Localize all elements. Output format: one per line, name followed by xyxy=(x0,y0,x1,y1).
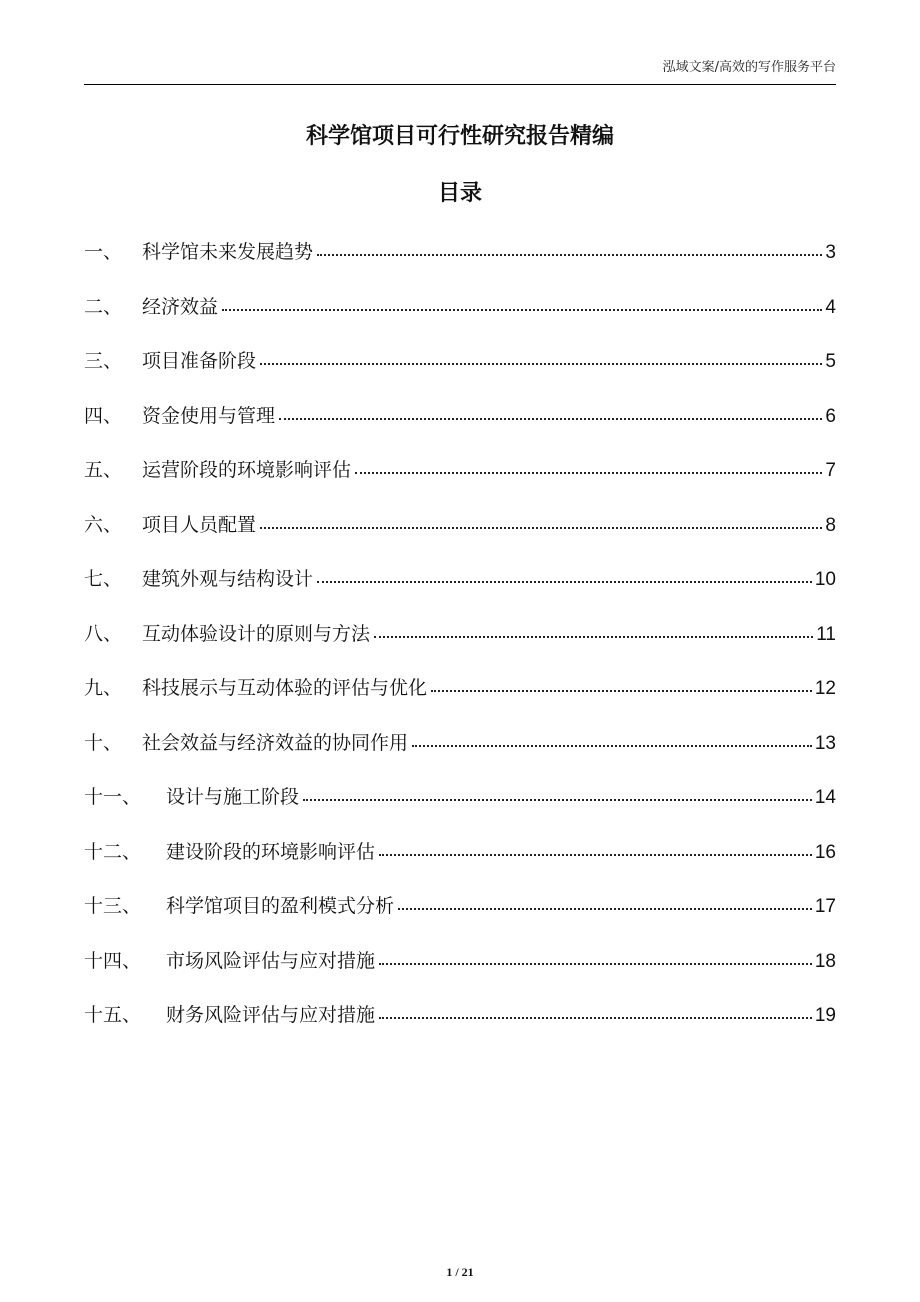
toc-entry-title: 建筑外观与结构设计 xyxy=(142,568,314,590)
toc-entry[interactable] xyxy=(84,996,836,1051)
toc-entry-page: 11 xyxy=(816,623,836,645)
toc-entry-page: 18 xyxy=(814,950,836,972)
toc-entry-title: 科学馆未来发展趋势 xyxy=(142,241,314,263)
page-number-footer: 1 / 21 xyxy=(446,1265,474,1279)
toc-dot-leader xyxy=(260,361,822,365)
toc-entry-title: 项目准备阶段 xyxy=(142,350,257,372)
toc-entry-title: 市场风险评估与应对措施 xyxy=(166,949,376,972)
toc-entry-number: 十一、 xyxy=(84,786,142,808)
toc-dot-leader xyxy=(279,416,822,420)
toc-dot-leader xyxy=(355,470,822,474)
toc-entry-title: 建设阶段的环境影响评估 xyxy=(166,840,376,863)
toc-entry-title: 项目人员配置 xyxy=(142,513,257,536)
toc-entry[interactable] xyxy=(84,669,836,724)
toc-entry[interactable] xyxy=(84,724,836,779)
toc-entry-number: 三、 xyxy=(84,350,123,372)
toc-dot-leader xyxy=(317,252,822,256)
toc-dot-leader xyxy=(317,579,812,583)
toc-entry-page: 13 xyxy=(814,732,836,754)
toc-entry-page: 4 xyxy=(825,296,836,318)
toc-entry-page: 5 xyxy=(825,351,836,372)
toc-entry[interactable] xyxy=(84,506,836,561)
toc-entry-page: 12 xyxy=(814,678,836,699)
toc-entry[interactable] xyxy=(84,615,836,670)
toc-entry-number: 十四、 xyxy=(84,949,142,972)
toc-entry-number: 六、 xyxy=(84,513,123,536)
toc-entry-page: 8 xyxy=(825,514,836,536)
toc-dot-leader xyxy=(260,525,822,529)
toc-entry-number: 十二、 xyxy=(84,840,142,863)
toc-entry-title: 科学馆项目的盈利模式分析 xyxy=(166,895,395,917)
toc-entry-title: 经济效益 xyxy=(142,295,219,318)
toc-entry-page: 17 xyxy=(814,896,836,917)
toc-entry-title: 资金使用与管理 xyxy=(142,404,276,427)
toc-entry-number: 十、 xyxy=(84,731,123,754)
toc-entry[interactable] xyxy=(84,288,836,343)
toc-entry[interactable] xyxy=(84,942,836,997)
toc-dot-leader xyxy=(379,961,812,965)
toc-entry[interactable] xyxy=(84,887,836,942)
document-title: 科学馆项目可行性研究报告精编 xyxy=(305,124,614,149)
toc-entry-number: 二、 xyxy=(84,295,123,318)
header-brand: 泓域文案/高效的写作服务平台 xyxy=(662,60,836,75)
toc-entry-number: 七、 xyxy=(84,568,123,590)
toc-entry-title: 财务风险评估与应对措施 xyxy=(166,1004,376,1026)
toc-entry-page: 10 xyxy=(814,569,836,590)
toc-dot-leader xyxy=(303,797,812,801)
toc-entry[interactable] xyxy=(84,778,836,833)
toc-entry-page: 3 xyxy=(825,242,836,263)
toc-entry-page: 19 xyxy=(814,1005,836,1026)
toc-entry-number: 一、 xyxy=(84,241,123,263)
toc-entry-number: 十五、 xyxy=(84,1004,142,1026)
toc-entry-title: 互动体验设计的原则与方法 xyxy=(142,622,371,645)
toc-dot-leader xyxy=(379,852,812,856)
toc-dot-leader xyxy=(379,1015,812,1019)
toc-entry[interactable] xyxy=(84,397,836,452)
toc-entry[interactable] xyxy=(84,560,836,615)
table-of-contents xyxy=(84,233,836,1051)
toc-entry-number: 十三、 xyxy=(84,895,142,917)
toc-entry[interactable] xyxy=(84,833,836,888)
toc-dot-leader xyxy=(412,743,812,747)
toc-entry-title: 科技展示与互动体验的评估与优化 xyxy=(142,677,428,699)
toc-entry-page: 6 xyxy=(825,405,836,427)
toc-dot-leader xyxy=(398,906,812,910)
toc-entry-number: 五、 xyxy=(84,459,123,481)
toc-entry[interactable] xyxy=(84,233,836,288)
toc-dot-leader xyxy=(222,307,822,311)
toc-entry[interactable] xyxy=(84,342,836,397)
toc-entry-title: 社会效益与经济效益的协同作用 xyxy=(142,731,409,754)
toc-entry-number: 九、 xyxy=(84,677,123,699)
header-divider xyxy=(84,84,836,85)
toc-dot-leader xyxy=(431,688,812,692)
toc-entry-title: 设计与施工阶段 xyxy=(166,786,300,808)
toc-entry-title: 运营阶段的环境影响评估 xyxy=(142,459,352,481)
toc-entry-page: 16 xyxy=(814,841,836,863)
toc-dot-leader xyxy=(374,634,813,638)
toc-entry-page: 7 xyxy=(825,460,836,481)
toc-entry-number: 八、 xyxy=(84,622,123,645)
toc-entry[interactable] xyxy=(84,451,836,506)
toc-heading: 目录 xyxy=(437,181,482,206)
toc-entry-number: 四、 xyxy=(84,404,123,427)
toc-entry-page: 14 xyxy=(814,787,836,808)
